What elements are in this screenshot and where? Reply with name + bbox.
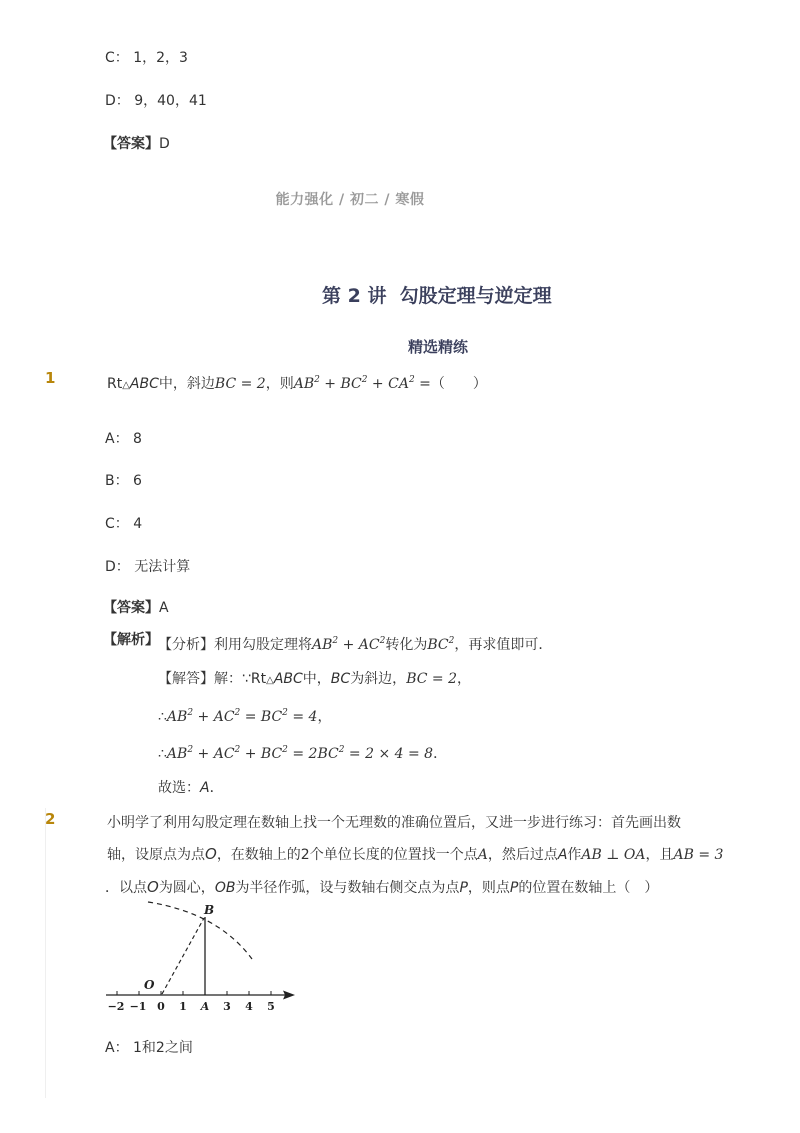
section-title: 精选精练 — [408, 338, 469, 356]
prev-answer — [103, 133, 170, 153]
question-number: 1 — [45, 369, 56, 387]
q1-answer — [103, 597, 169, 617]
tick-label: 3 — [223, 1000, 231, 1013]
question-stem: Rt△ABC中，斜边BC = 2，则$AB^2 + BC^2 + CA^2$ =（ ） — [107, 375, 487, 392]
answer-value: A — [159, 600, 169, 616]
solution-line: 【解答】解：∵Rt△ABC中，BC为斜边，BC = 2， — [158, 671, 471, 687]
page-footer-breadcrumb: 能力强化 / 初二 / 寒假 — [275, 192, 425, 208]
tick-label: 0 — [157, 1000, 165, 1013]
tick-label: −2 — [107, 1000, 125, 1013]
solution-choice: 故选：A． — [158, 780, 224, 796]
label-o: O — [144, 978, 155, 992]
answer-label: 【答案】 — [103, 136, 159, 152]
arc-dashed — [148, 902, 252, 959]
analysis-label: 【解析】 — [103, 632, 159, 648]
option-a: A： 8 — [105, 431, 142, 447]
tick-label: 1 — [179, 1000, 187, 1013]
tick-label: −1 — [129, 1000, 147, 1013]
option-b: B： 6 — [105, 473, 142, 489]
left-rule — [45, 808, 46, 1098]
prev-option-c: C： 1，2，3 — [105, 50, 188, 66]
answer-label: 【答案】 — [103, 600, 159, 616]
solution-step-2: $\therefore AB^2 + AC^2 = BC^2 = 4$， — [158, 708, 332, 725]
analysis-line: 【分析】利用勾股定理将$AB^2 + AC^2$转化为$BC^2$，再求值即可． — [158, 636, 553, 653]
question-stem-line-1: 小明学了利用勾股定理在数轴上找一个无理数的准确位置后，又进一步进行练习：首先画出数 — [107, 815, 681, 831]
number-line-figure — [100, 895, 305, 1020]
lesson-title: 第 2 讲 勾股定理与逆定理 — [322, 285, 552, 307]
label-b: B — [204, 903, 215, 917]
prev-option-d: D： 9，40，41 — [105, 93, 207, 109]
question-number: 2 — [45, 810, 56, 828]
segment-ob-dashed — [162, 918, 204, 994]
question-stem-line-2: 轴，设原点为点O，在数轴上的2个单位长度的位置找一个点A，然后过点A作AB ⊥ OA，且AB = 3 — [107, 845, 724, 863]
question-stem-line-3: ．以点O为圆心，OB为半径作弧，设与数轴右侧交点为点P，则点P的位置在数轴上（ ） — [105, 878, 659, 896]
tick-label: 5 — [267, 1000, 275, 1013]
tick-label: 4 — [245, 1000, 253, 1013]
q2-option-a: A： 1和2之间 — [105, 1040, 193, 1056]
tick-label-a: A — [200, 1000, 210, 1013]
solution-step-3: $\therefore AB^2 + AC^2 + BC^2 = 2BC^2 = 2 \times 4 = 8$． — [158, 745, 448, 762]
option-d: D： 无法计算 — [105, 559, 191, 575]
answer-value: D — [159, 136, 170, 152]
option-c: C： 4 — [105, 516, 143, 532]
